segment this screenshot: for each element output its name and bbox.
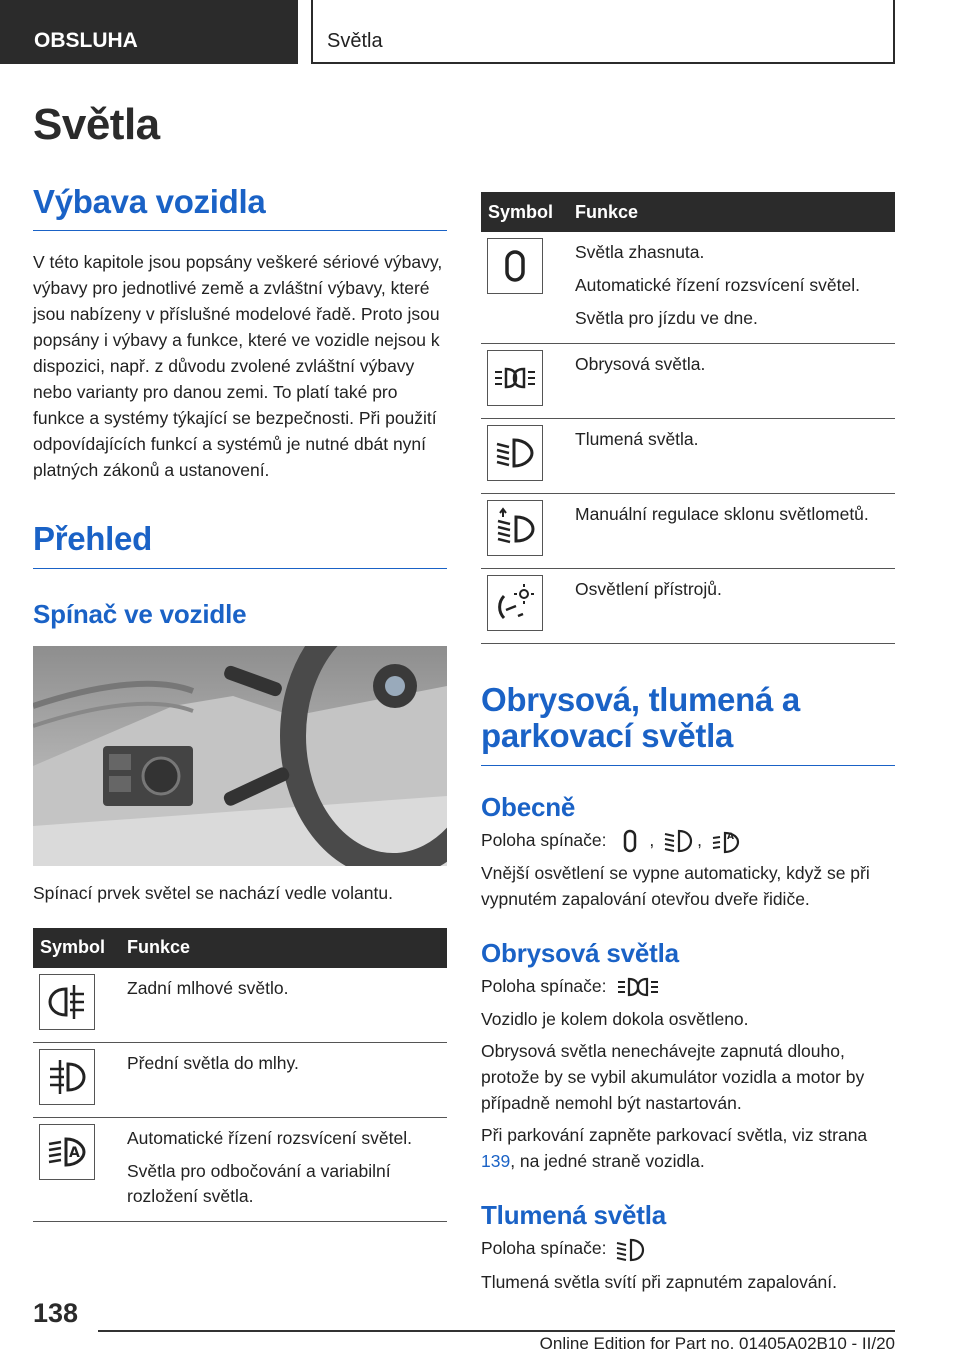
text-fragment: Při parkování zapněte parkovací světla, viz strana [481,1125,868,1146]
row-text: Přední světla do mlhy. [127,1052,299,1073]
position-label: Poloha spínače: [481,1238,607,1259]
symbol-table-left [33,928,447,1222]
table-row [33,968,447,1043]
table-row [481,232,895,344]
section-heading-obrysova: Obrysová, tlumená a parkovací světla [481,682,895,766]
vybava-text: V této kapitole jsou popsány veškeré sériové výbavy, výbavy pro jednotlivé země a zvláštní výbavy, které jsou nabízeny v příslušné modelové řadě. Proto jsou popsány i výbavy a funkce, které ve vozidle nejsou k dispozici, např. z důvodu zvolené zvláštní výbavy nebo varianty pro danou zemi. To platí také pro funkce a systémy týkající se bezpečnosti. Při použití odpovídajících funkcí a systémů je nutné dbát nyní platných zákonů a ustanovení. [33,252,443,481]
section-heading-prehled: Přehled [33,521,447,568]
header-section-tab: OBSLUHA [0,0,298,64]
footer-edition: Online Edition for Part no. 01405A02B10 - II/20 [539,1334,895,1353]
obecne-text: Vnější osvětlení se vypne automaticky, když se při vypnutém zapalování otevřou dveře řidiče. [481,862,870,909]
headlight-range-control-icon [487,500,543,556]
subheading-obecne: Obecně [481,791,576,822]
row-text: Obrysová světla. [575,354,706,374]
lights-off-icon [487,238,543,294]
tlumena-text: Tlumená světla svítí při zapnutém zapalování. [481,1271,838,1292]
page-number: 138 [33,1298,79,1328]
col-function-header: Funkce [575,192,895,232]
row-text: Osvětlení přístrojů. [575,579,722,599]
table-row [481,419,895,494]
subheading-tlumena-svetla: Tlumená světla [481,1200,667,1231]
table-row [33,1042,447,1117]
obrysova-position [481,973,895,1000]
section-heading-vybava: Výbava vozidla [33,184,447,231]
right-column [481,192,895,1295]
separator: , [697,829,703,850]
page-title: Světla [33,100,160,149]
automatic-headlight-icon [39,1124,95,1180]
obrysova-text-2: Obrysová světla nenechávejte zapnutá dlouho, protože by se vybil akumulátor vozidla a motor by případně nemohl být nastartován. [481,1041,865,1114]
tlumena-position [481,1235,895,1262]
rear-fog-light-icon [39,974,95,1030]
table-row [481,344,895,419]
obecne-position [481,827,895,854]
header-chapter-tab: Světla [311,0,895,64]
row-text: Zadní mlhové světlo. [127,977,289,998]
photo-caption: Spínací prvek světel se nachází vedle volantu. [33,882,393,903]
svg-text:A: A [726,831,734,842]
position-label: Poloha spínače: [481,829,607,850]
automatic-headlight-icon [711,828,741,854]
low-beam-icon [615,1237,645,1263]
table-row [481,494,895,569]
row-text: Manuální regulace sklonu světlometů. [575,504,869,524]
instrument-lighting-icon [487,575,543,631]
position-label: Poloha spínače: [481,975,607,996]
low-beam-icon [487,425,543,481]
col-symbol-header: Symbol [481,192,575,232]
subheading-spinac: Spínač ve vozidle [33,598,247,629]
table-row [481,569,895,644]
svg-text:A: A [69,1144,80,1161]
obrysova-text-3 [481,1122,895,1174]
light-switch-photo [33,646,447,866]
table-row [33,1117,447,1221]
table-header-row [481,192,895,232]
low-beam-icon [663,828,693,854]
separator: , [649,829,655,850]
parking-light-icon [615,974,661,1000]
subheading-obrysova-svetla: Obrysová světla [481,937,679,968]
row-text: Automatické řízení rozsvícení světel. [575,275,860,295]
row-text: Automatické řízení rozsvícení světel. [127,1127,412,1148]
table-header-row [33,928,447,968]
row-text: Světla pro jízdu ve dne. [575,308,758,328]
col-symbol-header: Symbol [33,928,127,968]
parking-light-icon [487,350,543,406]
left-column [33,100,447,1222]
row-text: Světla zhasnuta. [575,242,705,262]
symbol-table-right [481,192,895,644]
row-text: Tlumená světla. [575,429,699,449]
lights-off-icon [615,828,645,854]
front-fog-light-icon [39,1049,95,1105]
footer-divider [98,1330,895,1332]
col-function-header: Funkce [127,928,447,968]
page-link[interactable]: 139 [481,1151,511,1172]
row-text: Světla pro odbočování a variabilní rozložení světla. [127,1160,391,1206]
text-fragment: , na jedné straně vozidla. [510,1151,705,1172]
obrysova-text-1: Vozidlo je kolem dokola osvětleno. [481,1009,749,1030]
